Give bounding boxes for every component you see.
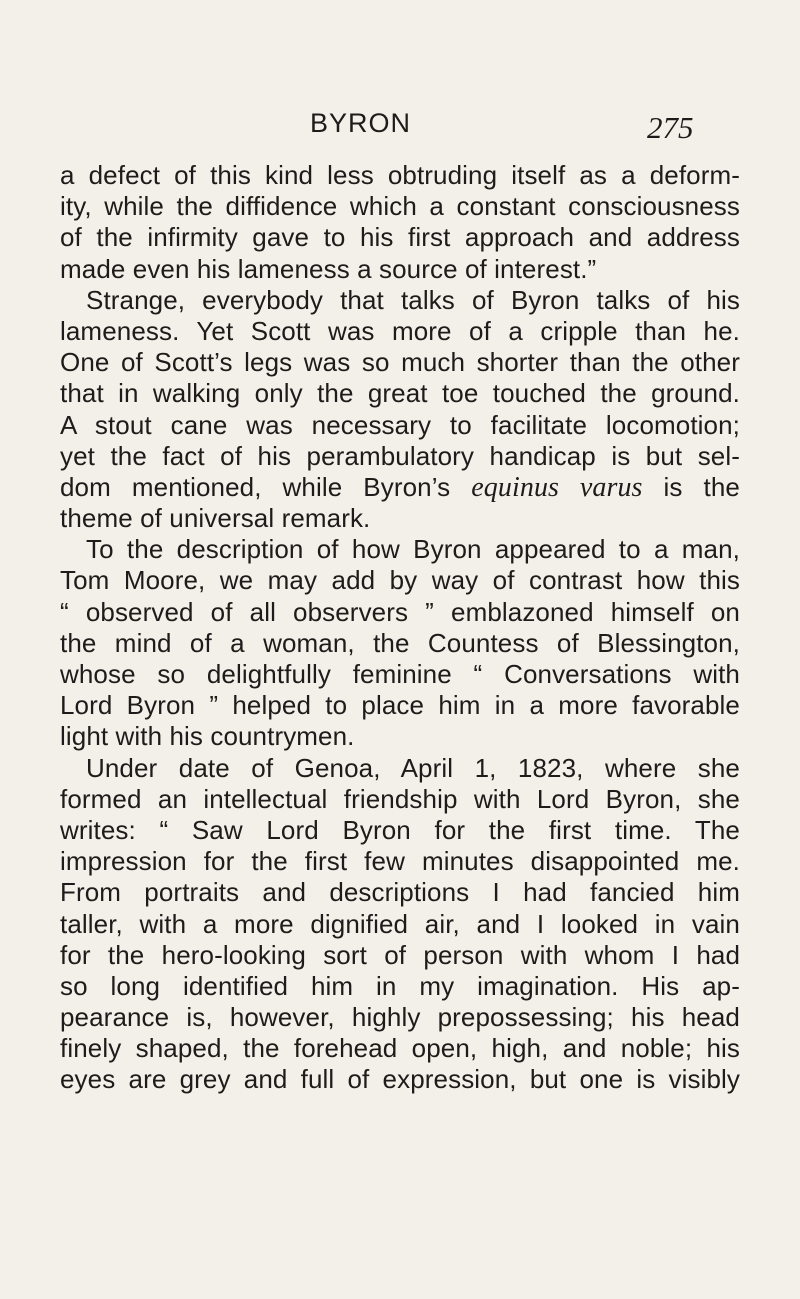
text-line: yet the fact of his perambulatory handicap is but sel- (60, 440, 740, 471)
text-line: for the hero-looking sort of person with whom I had (60, 939, 740, 970)
text-line: impression for the first few minutes disappointed me. (60, 846, 740, 877)
text-line: One of Scott’s legs was so much shorter than the other (60, 347, 740, 378)
text-line: a defect of this kind less obtruding itself as a deform- (60, 160, 740, 190)
text-line: theme of universal remark. (60, 503, 371, 534)
text-line: made even his lameness a source of interest.” (60, 253, 597, 284)
text-line: pearance is, however, highly prepossessing; his head (60, 1002, 740, 1033)
text-line: Tom Moore, we may add by way of contrast how this (60, 565, 740, 596)
text-line: finely shaped, the forehead open, high, and noble; his (60, 1033, 740, 1064)
text-line: so long identified him in my imagination. His ap- (60, 970, 740, 1001)
text-line: Lord Byron ” helped to place him in a more favorable (60, 690, 740, 721)
text-line: Strange, everybody that talks of Byron talks of his (86, 284, 740, 315)
text-line: light with his countrymen. (60, 721, 355, 752)
running-head (0, 108, 800, 148)
text-line: To the description of how Byron appeared to a man, (86, 534, 740, 565)
page-number: 275 (647, 110, 694, 145)
text-line: that in walking only the great toe touched the ground. (60, 378, 740, 409)
text-line-segment: dom mentioned, while Byron’s (60, 471, 472, 502)
text-line: taller, with a more dignified air, and I looked in vain (60, 908, 740, 939)
text-line: A stout cane was necessary to facilitate locomotion; (60, 409, 740, 440)
text-line-segment: is the (642, 471, 740, 502)
text-line: of the infirmity gave to his first approach and address (60, 222, 740, 253)
text-line: eyes are grey and full of expression, but one is visibly (60, 1064, 740, 1095)
running-head-title: BYRON (310, 108, 412, 138)
text-line: Under date of Genoa, April 1, 1823, where she (86, 752, 740, 783)
italic-term: equinus varus (471, 471, 643, 503)
text-line: writes: “ Saw Lord Byron for the first time. The (60, 814, 740, 845)
text-line: the mind of a woman, the Countess of Blessington, (60, 627, 740, 658)
text-line: whose so delightfully feminine “ Conversations with (60, 659, 740, 689)
text-line: From portraits and descriptions I had fancied him (60, 877, 740, 908)
body-text (60, 160, 740, 1096)
text-line: formed an intellectual friendship with Lord Byron, she (60, 783, 740, 814)
text-line: “ observed of all observers ” emblazoned himself on (60, 596, 740, 627)
text-line (60, 472, 740, 503)
text-line: lameness. Yet Scott was more of a cripple than he. (60, 315, 740, 346)
text-line: ity, while the diffidence which a constant consciousness (60, 191, 740, 222)
